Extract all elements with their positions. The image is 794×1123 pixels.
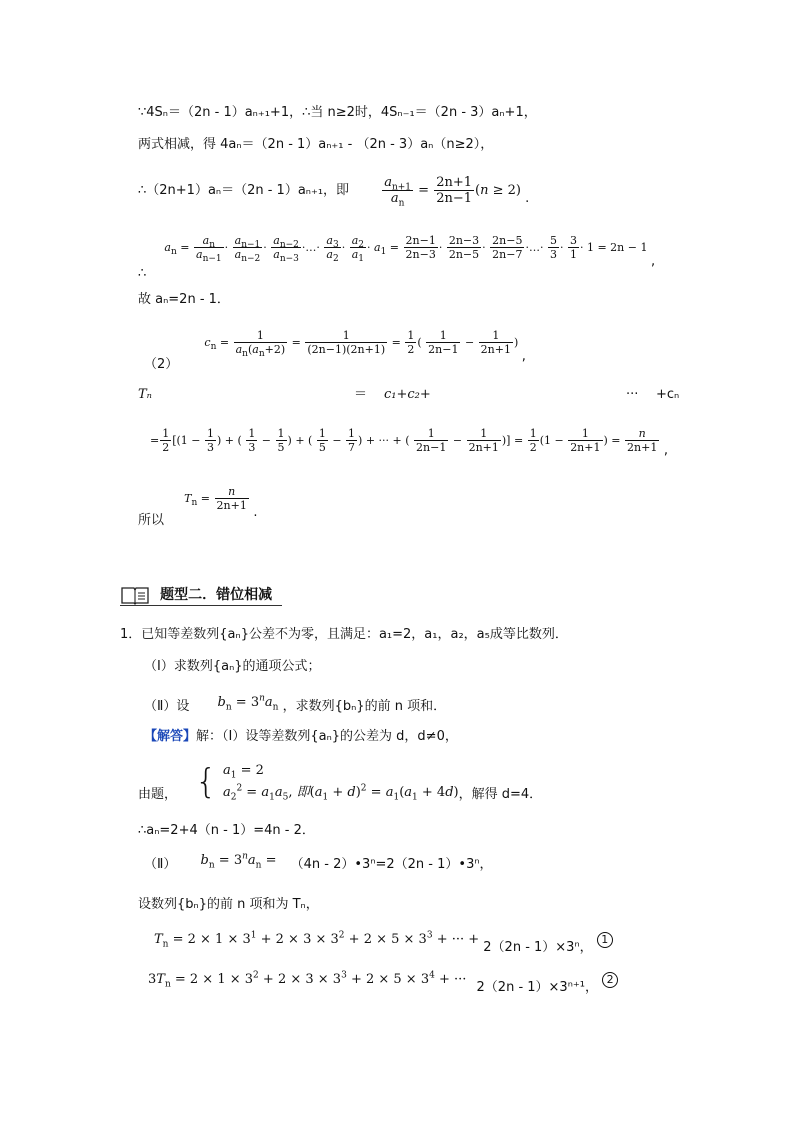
eq1-formula: $T_n = 2 \times 1 \times 3^1 + 2 \times 3 \times 3^2 + 2 \times 5 \times 3^3$ + ··· + bbox=[154, 930, 484, 950]
cn-formula: $c_n$ = $\frac{1}{a_n(a_n+2)}$ = $\frac{1}{(2n-1)(2n+1)}$ = $\frac{1}{2}$ ( $\frac{1}{2n-1}$ − $\frac{1}{2n+1}$ ) bbox=[204, 329, 522, 360]
line-tn-def: Tₙ ＝ c₁+c₂+ ··· +cₙ bbox=[138, 387, 680, 402]
tn-formula: $T_n$ = $\frac{n}{2n+1}$ bbox=[184, 485, 247, 512]
system-equations: $a_1 = 2$ $a_2^2 = a_1a_5$, 即$(a_1 + d)^2 = a_1(a_1 + 4d)$ bbox=[222, 763, 459, 803]
equation-marker-2: 2 bbox=[602, 972, 618, 988]
equation-1: $T_n = 2 \times 1 \times 3^1 + 2 \times 3 \times 3^2 + 2 \times 5 \times 3^3$ + ··· + 2（2n - 1）×3ⁿ， 1 bbox=[154, 932, 613, 948]
product-formula: $a_n$ = $\frac{a_n}{a_{n-1}}$ · $\frac{a_{n-1}}{a_{n-2}}$ · $\frac{a_{n-2}}{a_{n-3}}$ ·…· $\frac{a_3}{a_2}$ · $\frac{a_2}{a_1}$ · $a_1$ = $\frac{2n-1}{2n-3}$ · $\frac{2n-3}{2n-5}$ · $\frac{2n-5}{2n-7}$ ·…· $\frac{5}{3}$ · $\frac{3}{1}$ · 1 = 2n − 1 bbox=[164, 234, 651, 265]
equation-2: $3T_n = 2 \times 1 \times 3^2 + 2 \times 3 \times 3^3 + 2 \times 5 \times 3^4$ + ··· 2（2n - 1）×3ⁿ⁺¹， 2 bbox=[148, 972, 618, 988]
an-general: ∴aₙ=2+4（n - 1）=4n - 2． bbox=[138, 823, 315, 838]
telescope-formula: = $\frac{1}{2}$ [(1 − $\frac{1}{3}$ ) + ( $\frac{1}{3}$ − $\frac{1}{5}$ ) + ( $\frac{1}{5}$ − $\frac{1}{7}$ ) + ··· + ( $\frac{1}{2n-1}$ − $\frac{1}{2n+1}$ )] = $\frac{1}{2}$ (1 − $\frac{1}{2n+1}$ ) = $\frac{n}{2n+1}$ bbox=[150, 427, 658, 454]
heading-underline bbox=[120, 605, 282, 606]
problem-statement: 1．已知等差数列{aₙ}公差不为零，且满足：a₁=2，a₁，a₂，a₅成等比数列． bbox=[120, 627, 568, 642]
line-subtract: 两式相减，得 4aₙ＝（2n - 1）aₙ₊₁ - （2n - 3）aₙ（n≥2）， bbox=[138, 137, 494, 152]
problem-part2: （Ⅱ）设 $b_n = 3^na_n$ ，求数列{bₙ}的前 n 项和． bbox=[144, 693, 447, 714]
eq2-formula: $3T_n = 2 \times 1 \times 3^2 + 2 \times 3 \times 3^3 + 2 \times 5 \times 3^4$ + ··· bbox=[148, 970, 471, 990]
equation-marker-1: 1 bbox=[597, 932, 613, 948]
bn-definition: $b_n = 3^na_n$ bbox=[217, 693, 279, 713]
problem-part1: （Ⅰ）求数列{aₙ}的通项公式； bbox=[144, 659, 321, 674]
ratio-formula: $\frac{a_{n+1}}{a_n}$ = $\frac{2n+1}{2n-1}$ (n ≥ 2) bbox=[384, 175, 526, 209]
tn-intro: 设数列{bₙ}的前 n 项和为 Tₙ， bbox=[138, 897, 319, 912]
bn-expression: （Ⅱ） $b_n = 3^na_n = (4n$ - 2）•3ⁿ=2（2n - 1）•3ⁿ， bbox=[144, 851, 493, 872]
answer-intro: 【解答】解：（Ⅰ）设等差数列{aₙ}的公差为 d，d≠0， bbox=[144, 729, 458, 744]
bn-formula: $b_n = 3^na_n$ = bbox=[200, 851, 281, 871]
line-telescope: = $\frac{1}{2}$ [(1 − $\frac{1}{3}$ ) + ( $\frac{1}{3}$ − $\frac{1}{5}$ ) + ( $\frac{1}{5}$ − $\frac{1}{7}$ ) + ··· + ( $\frac{1}{2n-1}$ − $\frac{1}{2n+1}$ )] = $\frac{1}{2}$ (1 − $\frac{1}{2n+1}$ ) = $\frac{n}{2n+1}$ , bbox=[150, 427, 668, 458]
line-ratio: ∴（2n+1）aₙ＝（2n - 1）aₙ₊₁，即 $\frac{a_{n+1}}{a_n}$ = $\frac{2n+1}{2n-1}$ (n ≥ 2) . bbox=[138, 175, 530, 209]
line-an-result: 故 aₙ=2n - 1． bbox=[138, 292, 230, 307]
solve-system: 由题， { $a_1 = 2$ $a_2^2 = a_1a_5$, 即$(a_1 + d)^2 = a_1(a_1 + 4d)$ ，解得 d=4． bbox=[138, 762, 543, 803]
line-product: ∴ $a_n$ = $\frac{a_n}{a_{n-1}}$ · $\frac{a_{n-1}}{a_{n-2}}$ · $\frac{a_{n-2}}{a_{n-3}}$ ·…· $\frac{a_3}{a_2}$ · $\frac{a_2}{a_1}$ · $a_1$ = $\frac{2n-1}{2n-3}$ · $\frac{2n-3}{2n-5}$ · $\frac{2n-5}{2n-7}$ ·…· $\frac{5}{3}$ · $\frac{3}{1}$ · 1 = 2n − 1 , bbox=[138, 234, 656, 281]
section-heading: 题型二．错位相减 bbox=[120, 585, 272, 605]
book-icon bbox=[120, 585, 150, 605]
line-recurrence: ∵4Sₙ＝（2n - 1）aₙ₊₁+1，∴当 n≥2时，4Sₙ₋₁＝（2n - 3）aₙ+1， bbox=[138, 105, 537, 120]
line-cn: （2） $c_n$ = $\frac{1}{a_n(a_n+2)}$ = $\frac{1}{(2n-1)(2n+1)}$ = $\frac{1}{2}$ ( $\frac{1}{2n-1}$ − $\frac{1}{2n+1}$ ) , bbox=[144, 329, 526, 372]
line-tn-conclusion: 所以 $T_n$ = $\frac{n}{2n+1}$ . bbox=[138, 485, 258, 528]
